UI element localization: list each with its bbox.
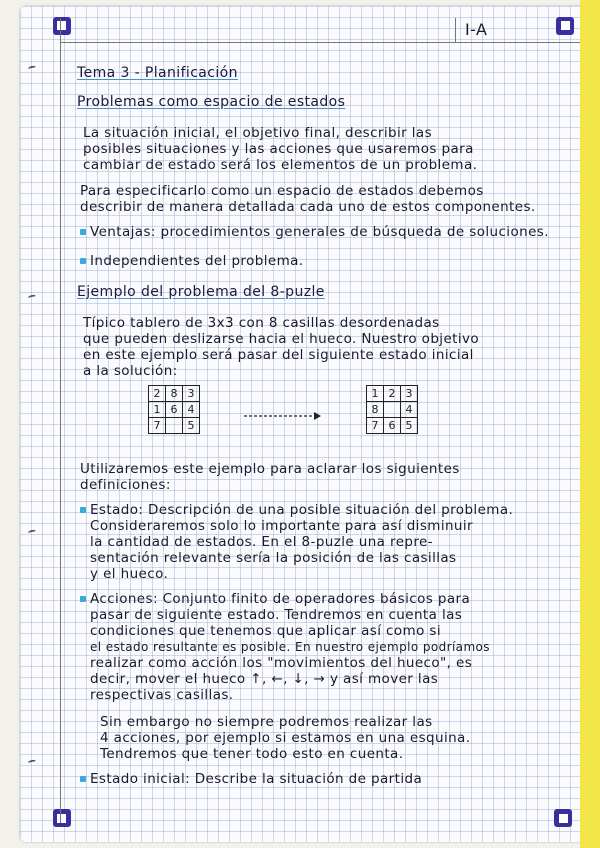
paragraph-line: a la solución:: [83, 363, 178, 379]
corner-marker-icon: [553, 808, 573, 828]
corner-label: I-A: [465, 20, 488, 39]
estado-line: sentación relevante sería la posición de las casillas: [90, 550, 457, 566]
paragraph-line: Utilizaremos este ejemplo para aclarar los siguientes: [80, 461, 460, 477]
acciones-line: condiciones que tenemos que aplicar así como si: [90, 623, 442, 639]
estado-line: la cantidad de estados. En el 8-puzle una repre-: [90, 534, 434, 550]
paragraph-line: Tendremos que tener todo esto en cuenta.: [100, 746, 404, 762]
margin-line: [60, 18, 61, 823]
puzzle-cell: 3: [183, 386, 200, 402]
bullet-icon: [80, 596, 86, 602]
puzzle-initial-state: [148, 385, 200, 434]
puzzle-cell: 1: [149, 402, 166, 418]
bullet-text: Ventajas: procedimientos generales de búsqueda de soluciones.: [90, 224, 549, 240]
puzzle-cell: 2: [384, 386, 401, 402]
corner-marker-icon: [52, 808, 72, 828]
puzzle-cell: 3: [401, 386, 418, 402]
puzzle-cell: 4: [401, 402, 418, 418]
header-line: [60, 42, 580, 43]
acciones-line: el estado resultante es posible. En nuestro ejemplo podríamos: [90, 640, 490, 654]
estado-line: Estado: Descripción de una posible situación del problema.: [90, 502, 514, 518]
puzzle-cell: 2: [149, 386, 166, 402]
paragraph-line: describir de manera detallada cada uno de estos componentes.: [80, 199, 536, 215]
section-heading: Ejemplo del problema del 8-puzle: [77, 284, 325, 300]
acciones-line: respectivas casillas.: [90, 687, 234, 703]
puzzle-cell: 5: [401, 418, 418, 434]
puzzle-cell: 1: [367, 386, 384, 402]
bullet-icon: [80, 507, 86, 513]
paragraph-line: en este ejemplo será pasar del siguiente estado inicial: [83, 347, 474, 363]
bullet-text: Independientes del problema.: [90, 253, 304, 269]
puzzle-cell: [166, 418, 183, 434]
estado-line: Consideraremos solo lo importante para así disminuir: [90, 518, 473, 534]
paragraph-line: que pueden deslizarse hacia el hueco. Nuestro objetivo: [83, 331, 480, 347]
paragraph-line: La situación inicial, el objetivo final, describir las: [83, 125, 433, 141]
puzzle-cell: 5: [183, 418, 200, 434]
paragraph-line: Sin embargo no siempre podremos realizar las: [100, 714, 433, 730]
acciones-line: realizar como acción los "movimientos del hueco", es: [90, 655, 473, 671]
puzzle-cell: 8: [367, 402, 384, 418]
paragraph-line: 4 acciones, por ejemplo si estamos en una esquina.: [100, 730, 471, 746]
paragraph-line: posibles situaciones y las acciones que usaremos para: [83, 141, 474, 157]
corner-marker-icon: [555, 16, 575, 36]
header-divider: [455, 18, 456, 42]
paragraph-line: Para especificarlo como un espacio de estados debemos: [80, 183, 484, 199]
notebook-cover-edge: [580, 0, 600, 848]
paragraph-line: cambiar de estado será los elementos de un problema.: [83, 157, 478, 173]
arrow-right-icon: [242, 411, 322, 421]
puzzle-cell: 7: [149, 418, 166, 434]
bullet-icon: [80, 776, 86, 782]
paragraph-line: Típico tablero de 3x3 con 8 casillas desordenadas: [83, 315, 440, 331]
estado-inicial-line: Estado inicial: Describe la situación de partida: [90, 771, 423, 787]
acciones-line: Acciones: Conjunto finito de operadores básicos para: [90, 591, 471, 607]
puzzle-cell: 6: [384, 418, 401, 434]
page-title: Tema 3 - Planificación: [77, 65, 238, 81]
paragraph-line: definiciones:: [80, 477, 171, 493]
corner-marker-icon: [52, 16, 72, 36]
puzzle-cell: 6: [166, 402, 183, 418]
section-heading: Problemas como espacio de estados: [77, 94, 346, 110]
puzzle-cell: [384, 402, 401, 418]
puzzle-cell: 8: [166, 386, 183, 402]
acciones-line: pasar de siguiente estado. Tendremos en cuenta las: [90, 607, 463, 623]
puzzle-cell: 4: [183, 402, 200, 418]
puzzle-goal-state: [366, 385, 418, 434]
acciones-line: decir, mover el hueco ↑, ←, ↓, → y así mover las: [90, 671, 439, 687]
bullet-icon: [80, 258, 86, 264]
bullet-icon: [80, 229, 86, 235]
puzzle-cell: 7: [367, 418, 384, 434]
estado-line: y el hueco.: [90, 566, 169, 582]
